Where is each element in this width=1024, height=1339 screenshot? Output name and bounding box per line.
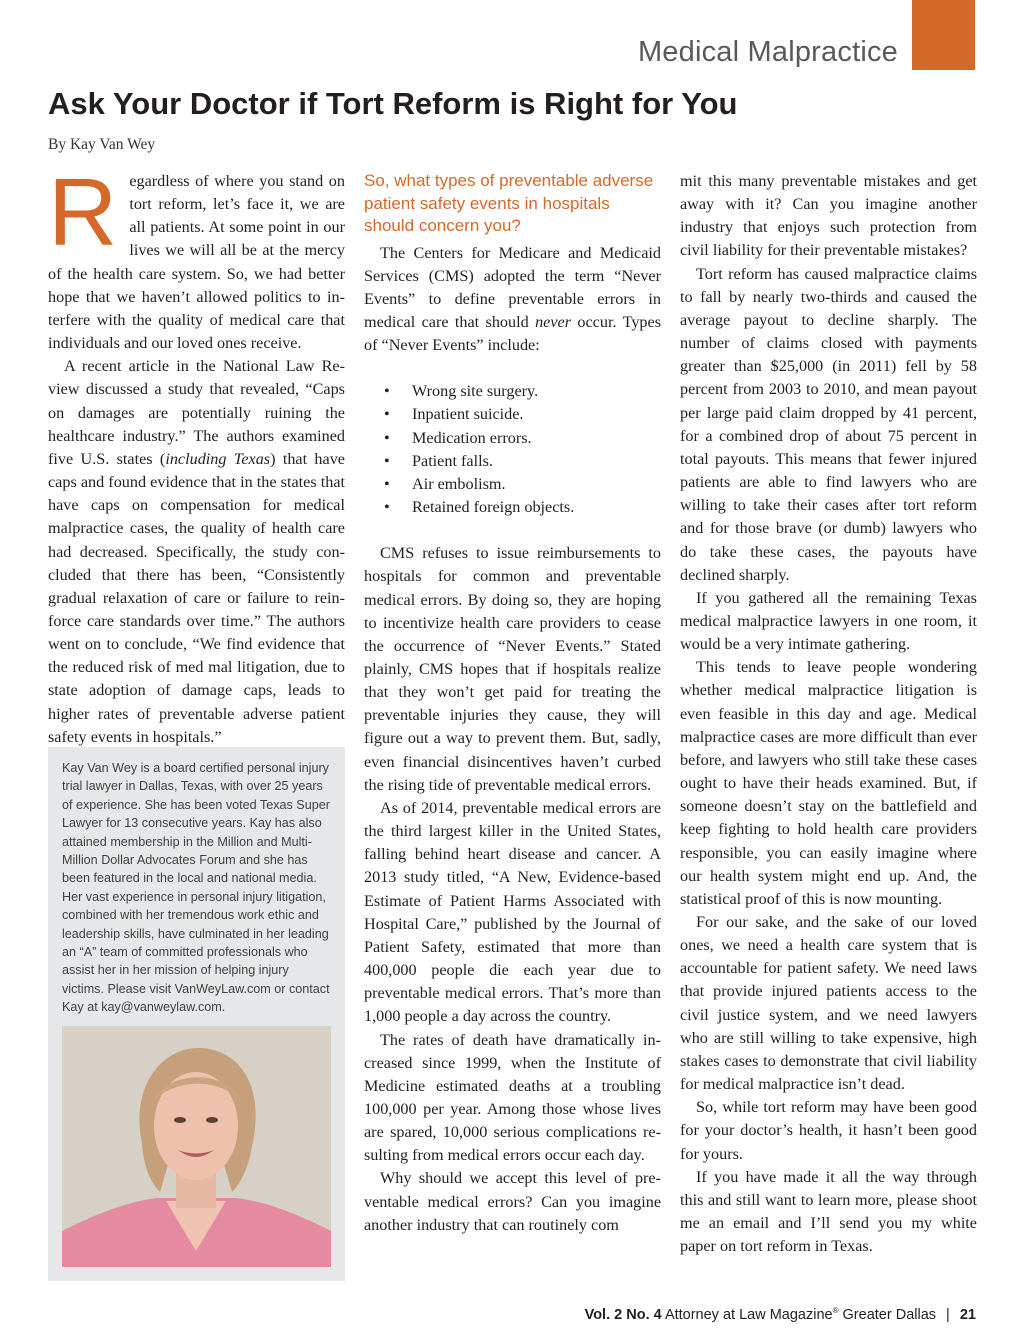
paragraph: As of 2014, preventable medical errors are the third largest killer in the United States, falling behind heart disease and cancer. A 2013 study titled, “A New, Evidence-based Estimate of Patient Harms Associated with Hospital Care,” published by the Journal of Patient Safety, estimated that more than 400,000 people die each year due to preventable medical errors. That’s more than 1,000 people a day across the country. bbox=[364, 798, 661, 1026]
paragraph: mit this many preventable mistakes and get away with it? Can you imagine another industry that enjoys such protection from civil liability for their preventable mistakes? bbox=[680, 172, 977, 260]
paragraph: If you have made it all the way through this and still want to learn more, please shoot me an email and I’ll send you my white paper on tort reform in Texas. bbox=[680, 1167, 977, 1256]
list-item: • Inpatient suicide. bbox=[364, 403, 661, 426]
article-column-1 bbox=[48, 159, 345, 749]
paragraph: The rates of death have dramatically increased since 1999, when the Institute of Medicine estimated deaths at a troubling 100,000 per year. Among those whose lives are spared, 10,000 serious complications resulting from medical errors occur each day. bbox=[364, 1030, 661, 1165]
paragraph: This tends to leave people wondering whether medical malpractice litigation is even feasible in this day and age. Medical malpractice cases are more difficult than ever before, and lawyers who still take these cases ought to have their heads examined. But, if someone doesn’t stay on the battlefield and keep fighting to hold health care providers responsible, you can easily imagine where our health system might end up. And, the statistical proof of this is now mounting. bbox=[680, 658, 977, 908]
paragraph: A recent article in the National Law Review discussed a study that revealed, “Caps on damages are potentially ruining the healthcare industry.” The authors examined five U.S. states (including Texas) that have caps and found evidence that in the states that have caps on compensation for medical malpractice cases, the quality of health care had decreased. Specifically, the study concluded that there has been, “Consistently gradual relaxation of care or failure to reinforce care standards over time.” The authors went on to conclude, “We find evidence that the reduced risk of med mal litigation, due to state adoption of damage caps, leads to higher rates of preventable adverse patient safety events in hospitals.” bbox=[48, 357, 345, 746]
paragraph: The Centers for Medicare and Medicaid Services (CMS) adopted the term “Never Events” to define preventable errors in medical care that should never occur. Types of “Never Events” include: bbox=[364, 243, 661, 355]
paragraph: For our sake, and the sake of our loved ones, we need a health care system that is accountable for patient safety. We need laws that provide injured patients access to the civil justice system, and we need lawyers who are still willing to take expensive, high stakes cases to demonstrate that civil liability for medical malpractice isn’t dead. bbox=[680, 913, 977, 1094]
author-bio-text: Kay Van Wey is a board certified personal injury trial lawyer in Dallas, Texas, with over 25 years of experience. She has been voted Texas Super Lawyer for 13 consecutive years. Kay has also attained membership in the Million and Multi-Million Dollar Advocates Forum and she has been featured in the local and national media. Her vast experience in personal injury litigation, combined with her tremendous work ethic and leadership skills, have culminated in her leading an “A” team of committed professionals who assist her in her mission of helping injury victims. Please visit VanWeyLaw.com or contact Kay at kay@vanweylaw.com. bbox=[62, 761, 330, 1015]
section-color-tab bbox=[912, 0, 975, 70]
page-footer bbox=[585, 1306, 976, 1323]
author-bio-box bbox=[48, 747, 345, 1281]
paragraph: CMS refuses to issue reimbursements to hospitals for common and preventable medical errors. By doing so, they are hoping to incentivize health care providers to cease the occurrence of “Never Events.” Stated plainly, CMS hopes that if hospitals realize that they won’t get paid for treating the preventable injuries they cause, they will figure out a way to prevent them. But, sadly, even financial disincentives haven’t curbed the rising tide of preventable medical errors. bbox=[364, 544, 661, 794]
list-item: • Air embolism. bbox=[364, 473, 661, 496]
opening-paragraph: Regardless of where you stand on tort reform, let’s face it, we are all patients. At some point in our lives we will all be at the mercy of the health care system. So, we had better hope that we haven’t allowed politics to interfere with the quality of medical care that individuals and our loved ones receive. bbox=[48, 159, 345, 353]
paragraph: Tort reform has caused malpractice claims to fall by nearly two-thirds and caused the average payout to decline sharply. The number of claims closed with payments greater than $25,000 (in 2011) fell by 58 percent from 2003 to 2010, and mean payout per large paid claim dropped by 41 percent, for a combined drop of about 75 percent in total payouts. This means that fewer injured patients are able to find lawyers who are willing to take their cases after tort reform and for those brave (or dumb) lawyers who do take these cases, the payouts have declined sharply. bbox=[680, 264, 977, 584]
byline: By Kay Van Wey bbox=[48, 136, 156, 153]
list-item: • Retained foreign objects. bbox=[364, 496, 661, 519]
list-item: • Medication errors. bbox=[364, 427, 661, 450]
list-item: • Wrong site surgery. bbox=[364, 380, 661, 403]
registered-mark: ® bbox=[832, 1306, 839, 1315]
section-label: Medical Malpractice bbox=[637, 36, 898, 68]
edition-name: Greater Dallas bbox=[842, 1306, 937, 1323]
article-title: Ask Your Doctor if Tort Reform is Right for You bbox=[48, 86, 738, 121]
paragraph: If you gathered all the remaining Texas medical malpractice lawyers in one room, it would be a very intimate gathering. bbox=[680, 588, 977, 654]
footer-separator: | bbox=[946, 1306, 950, 1323]
article-column-3 bbox=[680, 170, 977, 1258]
drop-cap: R bbox=[48, 159, 118, 266]
article-column-2 bbox=[364, 170, 661, 1237]
paragraph: So, while tort reform may have been good for your doctor’s health, it hasn’t been good for yours. bbox=[680, 1098, 977, 1163]
list-item: • Patient falls. bbox=[364, 450, 661, 473]
magazine-name: Attorney at Law Magazine bbox=[664, 1306, 833, 1323]
page-number: 21 bbox=[959, 1306, 976, 1323]
subheading: So, what types of preventable adverse patient safety events in hospitals should concern you? bbox=[364, 171, 654, 235]
issue-number: Vol. 2 No. 4 bbox=[584, 1306, 662, 1323]
never-events-list bbox=[364, 380, 661, 519]
author-photo bbox=[62, 1026, 331, 1267]
paragraph: Why should we accept this level of preventable medical errors? Can you imagine another industry that can routinely com bbox=[364, 1169, 661, 1234]
